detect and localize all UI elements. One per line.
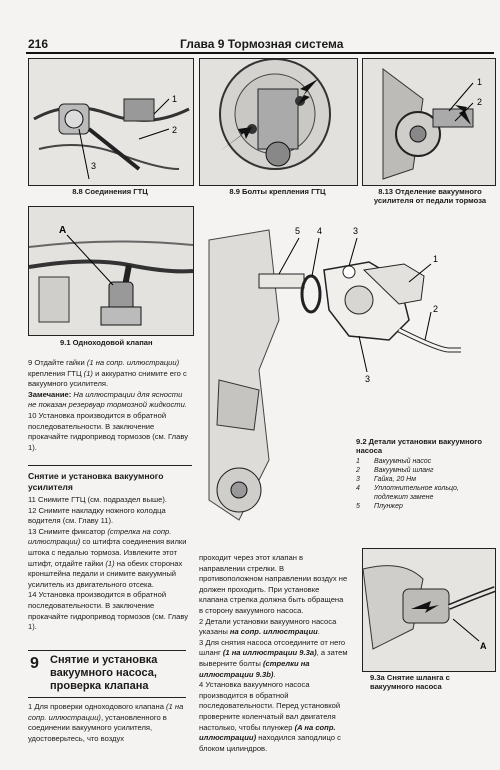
figure-8-9-drawing: [200, 59, 357, 185]
label-4: 4: [317, 226, 323, 236]
label-1: 1: [172, 94, 178, 104]
figure-8-8-drawing: [29, 59, 193, 185]
label-3-bottom: 3: [365, 374, 371, 384]
paragraph-4: 4 Установка вакуумного насоса производится в обратной последовательности. Перед установкой проверните коленчатый вал двигателя настолько, чтобы плунжер (A на сопр. иллюстрации) находился заподлицо с блоком цилиндров.: [199, 680, 341, 753]
paragraph-9: 9 Отдайте гайки (1 на сопр. иллюстрации) крепления ГТЦ (1) и аккуратно снимите его с вакуумного усилителя.: [28, 358, 187, 389]
figure-8-9: [199, 58, 358, 186]
caption-8-13: 8.13 Отделение вакуумного усилителя от педали тормоза: [373, 187, 487, 205]
label-2: 2: [172, 125, 178, 135]
chapter-title: Снятие и установка вакуумного насоса, проверка клапана: [50, 654, 158, 692]
paragraph-14: 14 Установка производится в обратной последовательности. В заключение прокачайте гидропривод тормозов (см. Главу 1).: [28, 590, 188, 632]
left-column-steps: [28, 495, 192, 633]
chapter-header: Глава 9 Тормозная система: [180, 37, 344, 51]
caption-9-3a: 9.3a Снятие шланга с вакуумного насоса: [370, 673, 450, 691]
figure-9-3a-drawing: [363, 549, 495, 671]
chapter-number: 9: [30, 655, 39, 672]
header-rule: [26, 52, 494, 54]
legend-row: 1 Вакуумный насос: [356, 458, 432, 465]
label-2: 2: [433, 304, 439, 314]
left-column: [28, 358, 192, 453]
label-1: 1: [433, 254, 439, 264]
caption-9-1: 9.1 Одноходовой клапан: [60, 338, 153, 347]
paragraph-3: 3 Для снятия насоса отсоедините от него шланг (1 на иллюстрации 9.3a), а затем выверните болты (стрелки на иллюстрации 9.3b).: [199, 637, 348, 679]
chapter-rule-top: [28, 650, 186, 651]
label-3-top: 3: [353, 226, 359, 236]
page-number: 216: [28, 37, 49, 51]
paragraph-10: 10 Установка производится в обратной последовательности. В заключение прокачайте гидропривод тормозов (см. Главу 1).: [28, 410, 188, 452]
figure-9-1-drawing: [29, 207, 193, 335]
label-5: 5: [295, 226, 301, 236]
paragraph-1-continued: проходит через этот клапан в направлении стрелки. В противоположном направлении воздух не должен проходить. При установке клапана стрелка должна быть обращена в сторону вакуумного насоса.: [199, 553, 348, 615]
label-a: A: [59, 225, 67, 236]
legend-row: 2 Вакуумный шланг: [356, 467, 434, 474]
legend-row: 3 Гайка, 20 Нм: [356, 476, 417, 483]
label-a: A: [480, 641, 487, 651]
figure-9-3a: [362, 548, 496, 672]
figure-9-1: [28, 206, 194, 336]
paragraph-11: 11 Снимите ГТЦ (см. подраздел выше).: [28, 495, 168, 504]
legend-row: 4 Уплотнительное кольцо, подлежит замене: [356, 485, 459, 501]
chapter-rule-bottom: [28, 697, 186, 698]
note: Замечание: На иллюстрации для ясности не показан резервуар тормозной жидкости.: [28, 389, 187, 410]
paragraph-1: 1 Для проверки одноходового клапана (1 на сопр. иллюстрации), установленного в соединении вакуумного усилителя, удостоверьтесь, что воздух: [28, 702, 184, 743]
label-2: 2: [477, 97, 483, 107]
caption-8-9: 8.9 Болты крепления ГТЦ: [229, 187, 326, 196]
middle-column: [199, 553, 349, 754]
caption-8-8: 8.8 Соединения ГТЦ: [72, 187, 148, 196]
legend-9-2: [356, 457, 496, 511]
section-rule: [28, 465, 192, 466]
paragraph-13: 13 Снимите фиксатор (стрелка на сопр. иллюстрации) со штифта соединения вилки штока с педалью тормоза. Извлеките этот штифт, отдайте гайки (1) на обеих сторонах кронштейна педали и снимите вакуумный усилитель из двигательного отсека.: [28, 526, 187, 589]
caption-9-2: 9.2 Детали установки вакуумного насоса: [356, 437, 482, 455]
legend-row: 5 Плунжер: [356, 503, 403, 510]
figure-8-8: [28, 58, 194, 186]
section-heading: Снятие и установка вакуумного усилителя: [28, 471, 164, 492]
figure-8-13: [362, 58, 496, 186]
paragraph-12: 12 Снимите накладку ножного колодца водителя (см. Главу 11).: [28, 505, 166, 526]
label-1: 1: [477, 77, 483, 87]
label-3: 3: [91, 161, 97, 171]
figure-8-13-drawing: [363, 59, 495, 185]
paragraph-2: 2 Детали установки вакуумного насоса указаны на сопр. иллюстрации.: [199, 616, 337, 637]
